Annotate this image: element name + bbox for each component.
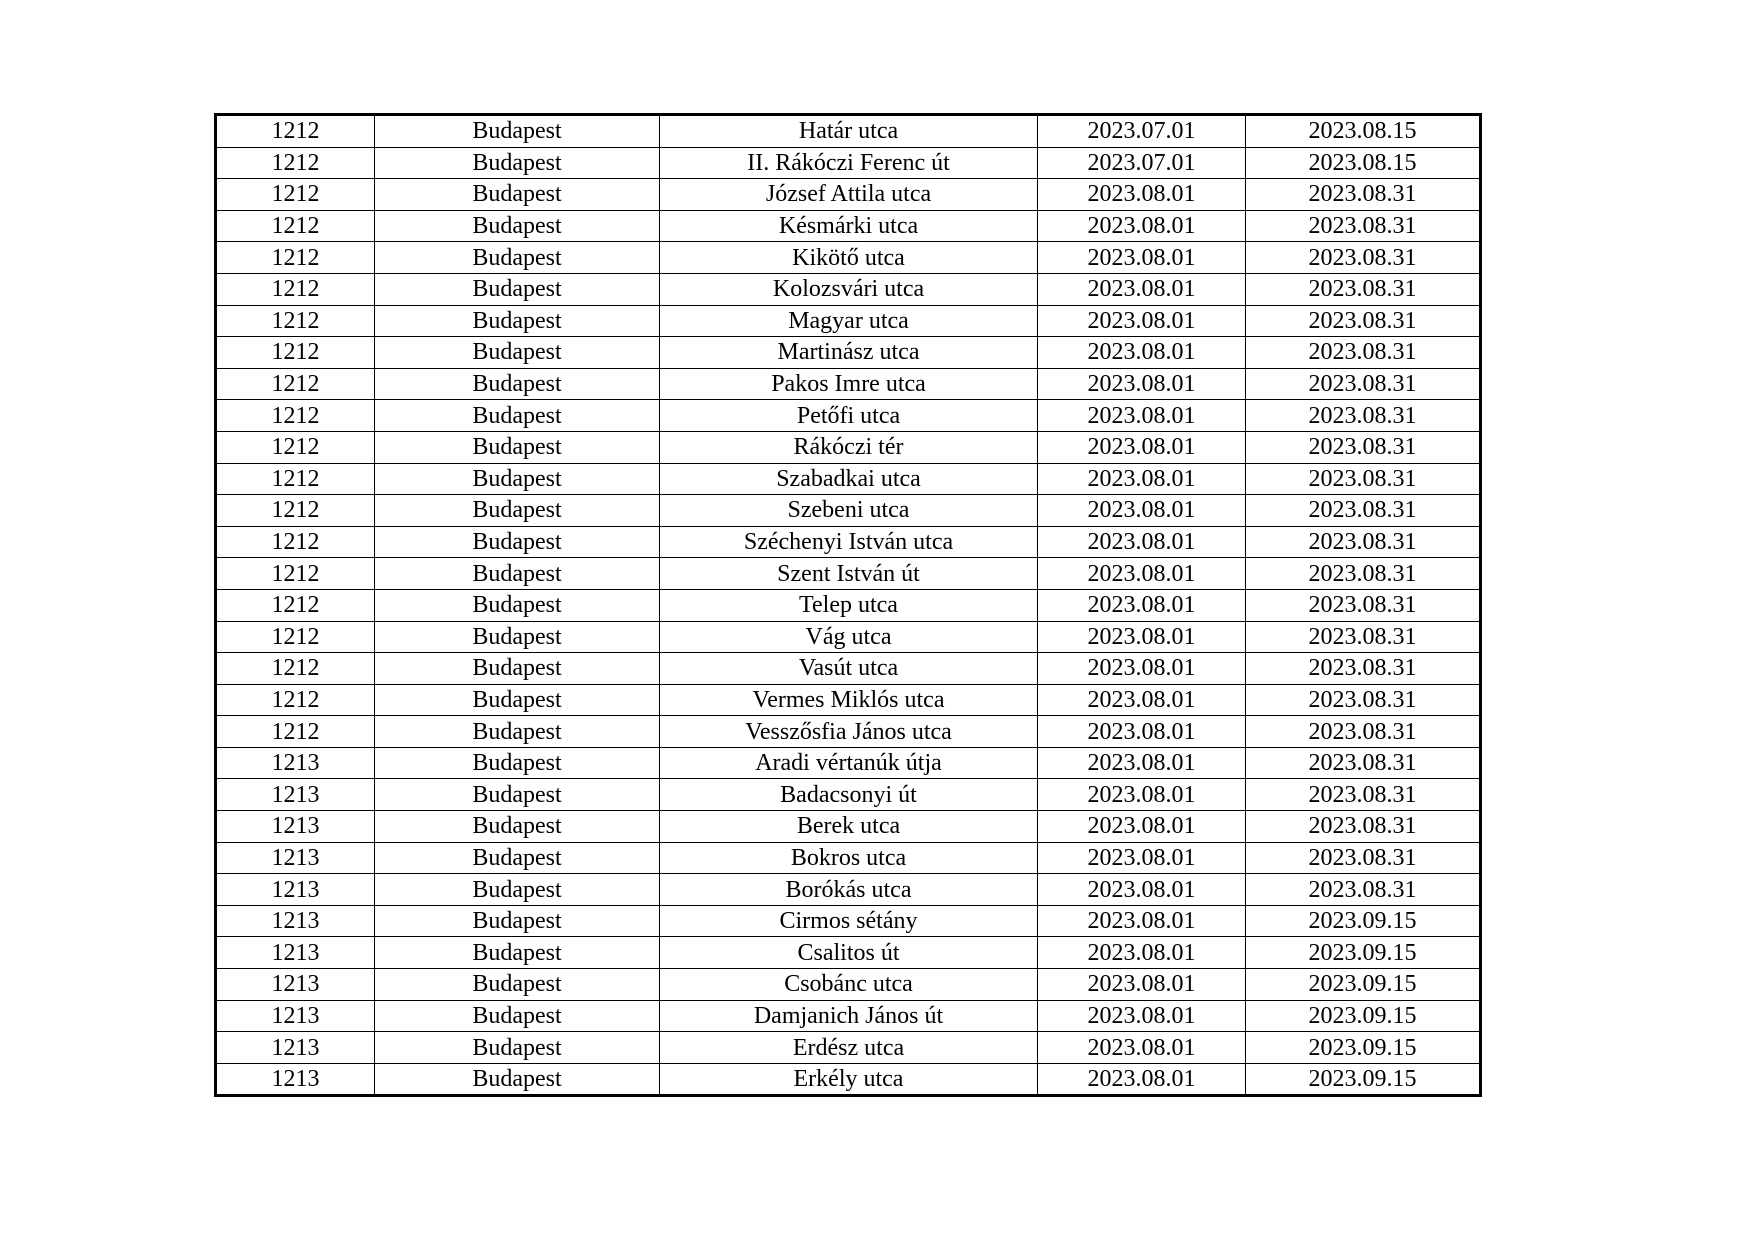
postal-code-cell: 1212 [216, 368, 375, 400]
city-cell: Budapest [375, 969, 660, 1001]
street-name-cell: Aradi vértanúk útja [660, 747, 1038, 779]
start-date-cell: 2023.08.01 [1038, 179, 1246, 211]
city-cell: Budapest [375, 400, 660, 432]
postal-code-cell: 1212 [216, 653, 375, 685]
start-date-cell: 2023.08.01 [1038, 653, 1246, 685]
end-date-cell: 2023.08.31 [1246, 337, 1481, 369]
start-date-cell: 2023.08.01 [1038, 621, 1246, 653]
postal-code-cell: 1212 [216, 526, 375, 558]
city-cell: Budapest [375, 368, 660, 400]
table-row [216, 337, 1481, 369]
postal-code-cell: 1213 [216, 874, 375, 906]
postal-code-cell: 1212 [216, 273, 375, 305]
street-name-cell: Vermes Miklós utca [660, 684, 1038, 716]
postal-code-cell: 1212 [216, 147, 375, 179]
table-row [216, 779, 1481, 811]
city-cell: Budapest [375, 305, 660, 337]
table-row [216, 811, 1481, 843]
table-row [216, 589, 1481, 621]
city-cell: Budapest [375, 337, 660, 369]
start-date-cell: 2023.08.01 [1038, 684, 1246, 716]
end-date-cell: 2023.09.15 [1246, 905, 1481, 937]
start-date-cell: 2023.08.01 [1038, 874, 1246, 906]
street-name-cell: Csobánc utca [660, 969, 1038, 1001]
postal-code-cell: 1213 [216, 905, 375, 937]
end-date-cell: 2023.09.15 [1246, 1000, 1481, 1032]
table-row [216, 969, 1481, 1001]
street-name-cell: Vág utca [660, 621, 1038, 653]
postal-code-cell: 1213 [216, 1063, 375, 1096]
start-date-cell: 2023.08.01 [1038, 1000, 1246, 1032]
end-date-cell: 2023.08.31 [1246, 621, 1481, 653]
table-row [216, 305, 1481, 337]
street-name-cell: Erdész utca [660, 1032, 1038, 1064]
city-cell: Budapest [375, 874, 660, 906]
city-cell: Budapest [375, 431, 660, 463]
postal-code-cell: 1213 [216, 779, 375, 811]
city-cell: Budapest [375, 747, 660, 779]
table-row [216, 495, 1481, 527]
start-date-cell: 2023.08.01 [1038, 905, 1246, 937]
city-cell: Budapest [375, 716, 660, 748]
start-date-cell: 2023.08.01 [1038, 969, 1246, 1001]
postal-code-cell: 1213 [216, 937, 375, 969]
street-name-cell: Badacsonyi út [660, 779, 1038, 811]
city-cell: Budapest [375, 779, 660, 811]
end-date-cell: 2023.08.31 [1246, 463, 1481, 495]
start-date-cell: 2023.08.01 [1038, 937, 1246, 969]
city-cell: Budapest [375, 526, 660, 558]
city-cell: Budapest [375, 1000, 660, 1032]
table-row [216, 179, 1481, 211]
end-date-cell: 2023.09.15 [1246, 1032, 1481, 1064]
end-date-cell: 2023.08.31 [1246, 589, 1481, 621]
start-date-cell: 2023.08.01 [1038, 558, 1246, 590]
start-date-cell: 2023.08.01 [1038, 526, 1246, 558]
city-cell: Budapest [375, 463, 660, 495]
city-cell: Budapest [375, 495, 660, 527]
table-row [216, 400, 1481, 432]
table-row [216, 147, 1481, 179]
end-date-cell: 2023.08.31 [1246, 716, 1481, 748]
table-row [216, 842, 1481, 874]
start-date-cell: 2023.08.01 [1038, 210, 1246, 242]
end-date-cell: 2023.08.31 [1246, 526, 1481, 558]
city-cell: Budapest [375, 210, 660, 242]
city-cell: Budapest [375, 589, 660, 621]
postal-code-cell: 1212 [216, 495, 375, 527]
end-date-cell: 2023.08.31 [1246, 273, 1481, 305]
postal-code-cell: 1213 [216, 1000, 375, 1032]
street-name-cell: Kolozsvári utca [660, 273, 1038, 305]
end-date-cell: 2023.08.31 [1246, 368, 1481, 400]
postal-code-cell: 1212 [216, 589, 375, 621]
street-name-cell: Rákóczi tér [660, 431, 1038, 463]
table-row [216, 621, 1481, 653]
table-row [216, 716, 1481, 748]
street-name-cell: Határ utca [660, 115, 1038, 148]
start-date-cell: 2023.08.01 [1038, 1063, 1246, 1096]
start-date-cell: 2023.08.01 [1038, 242, 1246, 274]
street-name-cell: Kikötő utca [660, 242, 1038, 274]
postal-code-cell: 1212 [216, 558, 375, 590]
end-date-cell: 2023.08.31 [1246, 305, 1481, 337]
postal-code-cell: 1212 [216, 400, 375, 432]
table-row [216, 526, 1481, 558]
city-cell: Budapest [375, 905, 660, 937]
start-date-cell: 2023.08.01 [1038, 273, 1246, 305]
start-date-cell: 2023.08.01 [1038, 305, 1246, 337]
city-cell: Budapest [375, 811, 660, 843]
table-row [216, 653, 1481, 685]
end-date-cell: 2023.08.31 [1246, 495, 1481, 527]
street-name-cell: Széchenyi István utca [660, 526, 1038, 558]
city-cell: Budapest [375, 684, 660, 716]
street-schedule-table [214, 113, 1482, 1097]
street-name-cell: Szabadkai utca [660, 463, 1038, 495]
street-name-cell: Vasút utca [660, 653, 1038, 685]
table-body [216, 115, 1481, 1096]
street-name-cell: Cirmos sétány [660, 905, 1038, 937]
start-date-cell: 2023.08.01 [1038, 400, 1246, 432]
end-date-cell: 2023.09.15 [1246, 969, 1481, 1001]
street-name-cell: Magyar utca [660, 305, 1038, 337]
postal-code-cell: 1212 [216, 337, 375, 369]
start-date-cell: 2023.07.01 [1038, 115, 1246, 148]
end-date-cell: 2023.08.15 [1246, 115, 1481, 148]
city-cell: Budapest [375, 621, 660, 653]
table-row [216, 115, 1481, 148]
table-row [216, 937, 1481, 969]
city-cell: Budapest [375, 273, 660, 305]
end-date-cell: 2023.08.31 [1246, 842, 1481, 874]
postal-code-cell: 1213 [216, 1032, 375, 1064]
street-name-cell: Borókás utca [660, 874, 1038, 906]
city-cell: Budapest [375, 1032, 660, 1064]
start-date-cell: 2023.08.01 [1038, 589, 1246, 621]
postal-code-cell: 1212 [216, 621, 375, 653]
city-cell: Budapest [375, 653, 660, 685]
table-row [216, 431, 1481, 463]
street-name-cell: Szebeni utca [660, 495, 1038, 527]
table-row [216, 558, 1481, 590]
table-row [216, 210, 1481, 242]
end-date-cell: 2023.08.31 [1246, 431, 1481, 463]
street-name-cell: Bokros utca [660, 842, 1038, 874]
city-cell: Budapest [375, 842, 660, 874]
city-cell: Budapest [375, 147, 660, 179]
start-date-cell: 2023.08.01 [1038, 431, 1246, 463]
table-row [216, 273, 1481, 305]
street-name-cell: Petőfi utca [660, 400, 1038, 432]
postal-code-cell: 1212 [216, 305, 375, 337]
start-date-cell: 2023.08.01 [1038, 811, 1246, 843]
end-date-cell: 2023.08.31 [1246, 811, 1481, 843]
street-name-cell: Vesszősfia János utca [660, 716, 1038, 748]
street-name-cell: Damjanich János út [660, 1000, 1038, 1032]
postal-code-cell: 1212 [216, 716, 375, 748]
end-date-cell: 2023.08.31 [1246, 653, 1481, 685]
end-date-cell: 2023.08.31 [1246, 179, 1481, 211]
postal-code-cell: 1213 [216, 969, 375, 1001]
table-row [216, 1000, 1481, 1032]
table-row [216, 242, 1481, 274]
city-cell: Budapest [375, 937, 660, 969]
end-date-cell: 2023.08.31 [1246, 558, 1481, 590]
table-row [216, 463, 1481, 495]
table-row [216, 1063, 1481, 1096]
start-date-cell: 2023.08.01 [1038, 1032, 1246, 1064]
end-date-cell: 2023.08.31 [1246, 210, 1481, 242]
city-cell: Budapest [375, 115, 660, 148]
table-row [216, 684, 1481, 716]
table-row [216, 368, 1481, 400]
start-date-cell: 2023.08.01 [1038, 779, 1246, 811]
street-name-cell: Pakos Imre utca [660, 368, 1038, 400]
end-date-cell: 2023.09.15 [1246, 1063, 1481, 1096]
end-date-cell: 2023.08.31 [1246, 779, 1481, 811]
street-name-cell: Martinász utca [660, 337, 1038, 369]
postal-code-cell: 1212 [216, 463, 375, 495]
end-date-cell: 2023.08.31 [1246, 747, 1481, 779]
start-date-cell: 2023.08.01 [1038, 368, 1246, 400]
table-row [216, 874, 1481, 906]
postal-code-cell: 1213 [216, 747, 375, 779]
street-name-cell: Késmárki utca [660, 210, 1038, 242]
end-date-cell: 2023.09.15 [1246, 937, 1481, 969]
city-cell: Budapest [375, 1063, 660, 1096]
street-name-cell: Szent István út [660, 558, 1038, 590]
postal-code-cell: 1212 [216, 115, 375, 148]
postal-code-cell: 1212 [216, 210, 375, 242]
start-date-cell: 2023.08.01 [1038, 842, 1246, 874]
start-date-cell: 2023.08.01 [1038, 495, 1246, 527]
postal-code-cell: 1212 [216, 684, 375, 716]
street-name-cell: József Attila utca [660, 179, 1038, 211]
street-name-cell: Erkély utca [660, 1063, 1038, 1096]
postal-code-cell: 1212 [216, 242, 375, 274]
end-date-cell: 2023.08.31 [1246, 400, 1481, 432]
postal-code-cell: 1212 [216, 179, 375, 211]
end-date-cell: 2023.08.31 [1246, 874, 1481, 906]
start-date-cell: 2023.08.01 [1038, 337, 1246, 369]
table-row [216, 747, 1481, 779]
start-date-cell: 2023.08.01 [1038, 747, 1246, 779]
city-cell: Budapest [375, 558, 660, 590]
end-date-cell: 2023.08.31 [1246, 684, 1481, 716]
end-date-cell: 2023.08.15 [1246, 147, 1481, 179]
city-cell: Budapest [375, 242, 660, 274]
table-row [216, 905, 1481, 937]
end-date-cell: 2023.08.31 [1246, 242, 1481, 274]
postal-code-cell: 1213 [216, 842, 375, 874]
postal-code-cell: 1212 [216, 431, 375, 463]
city-cell: Budapest [375, 179, 660, 211]
street-name-cell: Telep utca [660, 589, 1038, 621]
table-row [216, 1032, 1481, 1064]
street-name-cell: Berek utca [660, 811, 1038, 843]
start-date-cell: 2023.08.01 [1038, 716, 1246, 748]
start-date-cell: 2023.07.01 [1038, 147, 1246, 179]
start-date-cell: 2023.08.01 [1038, 463, 1246, 495]
street-name-cell: Csalitos út [660, 937, 1038, 969]
street-name-cell: II. Rákóczi Ferenc út [660, 147, 1038, 179]
postal-code-cell: 1213 [216, 811, 375, 843]
